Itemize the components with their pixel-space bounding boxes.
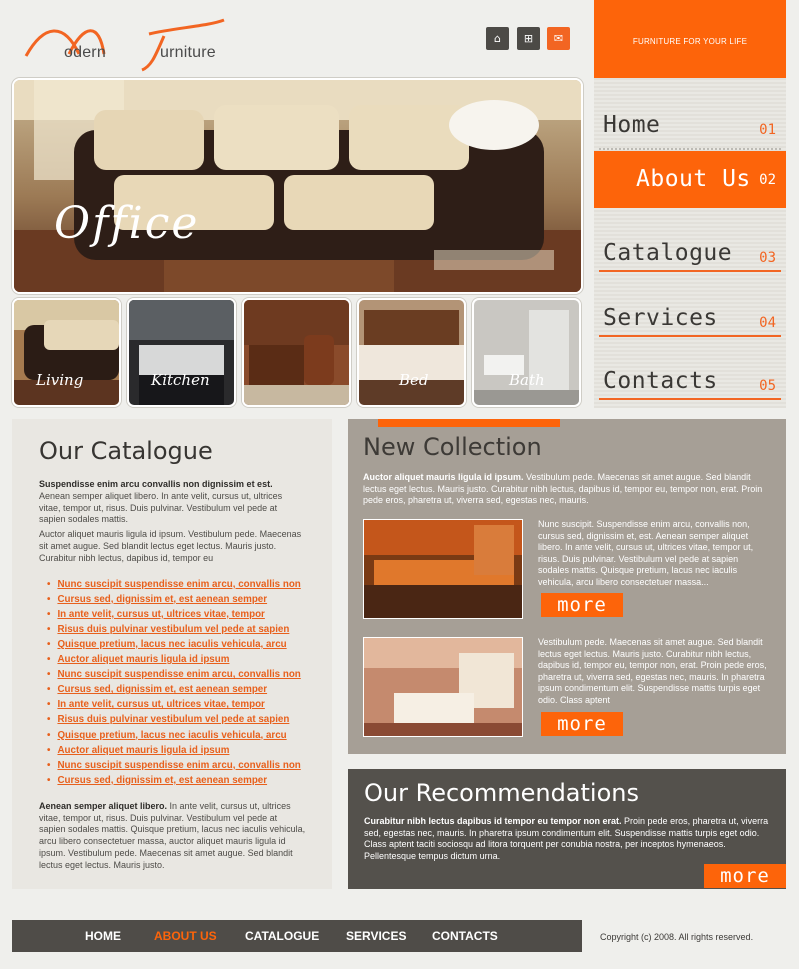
section-title: Our Recommendations bbox=[364, 779, 639, 807]
list-item[interactable]: • Risus duis pulvinar vestibulum vel pede at sapien bbox=[47, 622, 306, 637]
tagline: FURNITURE FOR YOUR LIFE bbox=[594, 0, 786, 78]
nav-label: Contacts bbox=[603, 368, 718, 394]
thumb-bed[interactable] bbox=[357, 298, 466, 407]
nav-item-catalogue[interactable] bbox=[594, 218, 786, 278]
copyright: Copyright (c) 2008. All rights reserved. bbox=[600, 932, 754, 942]
catalogue-paragraph bbox=[39, 479, 306, 526]
recommendations-body: Proin pede eros, pharetra ut, viverra sed, egestas nec, mauris. In pharetra ipsum condimentum elit. Suspendisse mattis turpis eget odio. Class aptent taciti sociosqu ad litora torquent per conubia nostra, per inceptos hymenaeos. Pellentesque tempus dictum urna. bbox=[364, 816, 769, 861]
footer-link-contacts[interactable]: CONTACTS bbox=[432, 929, 498, 943]
list-item[interactable]: • Quisque pretium, lacus nec iaculis vehicula, arcu bbox=[47, 728, 306, 743]
footer-link-home[interactable]: HOME bbox=[85, 929, 121, 943]
thumb-label: Bed bbox=[399, 371, 429, 389]
more-button[interactable]: more bbox=[541, 712, 623, 736]
thumb-image bbox=[129, 300, 234, 405]
thumb-office[interactable] bbox=[242, 298, 351, 407]
nav-item-services[interactable] bbox=[594, 283, 786, 343]
hero-label: Office bbox=[54, 198, 200, 249]
nav-number: 04 bbox=[759, 315, 776, 331]
catalogue-text: Aenean semper aliquet libero. In ante velit, cursus ut, ultrices vitae, tempor ut, risus. Duis pulvinar. Vestibulum vel pede at sapien sodales mattis. bbox=[39, 490, 283, 525]
thumb-image bbox=[359, 300, 464, 405]
section-title: New Collection bbox=[363, 433, 542, 461]
thumb-label: Bath bbox=[509, 371, 545, 389]
section-title: Our Catalogue bbox=[39, 437, 213, 465]
nav-divider bbox=[599, 270, 781, 272]
list-item[interactable]: • Nunc suscipit suspendisse enim arcu, convallis non bbox=[47, 758, 306, 773]
nav-divider bbox=[599, 398, 781, 400]
nav-label: About Us bbox=[636, 166, 751, 192]
nav-divider bbox=[599, 335, 781, 337]
list-item[interactable]: • Auctor aliquet mauris ligula id ipsum bbox=[47, 743, 306, 758]
catalogue-section bbox=[12, 419, 332, 889]
main-nav bbox=[594, 78, 786, 408]
list-item[interactable]: • Auctor aliquet mauris ligula id ipsum bbox=[47, 652, 306, 667]
collection-intro bbox=[363, 472, 771, 507]
new-collection-section bbox=[348, 419, 786, 754]
list-item[interactable]: • Cursus sed, dignissim et, est aenean semper bbox=[47, 682, 306, 697]
site-logo[interactable] bbox=[24, 14, 244, 74]
list-item[interactable]: • In ante velit, cursus ut, ultrices vitae, tempor bbox=[47, 607, 306, 622]
catalogue-lead: Suspendisse enim arcu convallis non dignissim et est. bbox=[39, 479, 273, 489]
collection-text: Vestibulum pede. Maecenas sit amet augue. Sed blandit lectus eget lectus. Mauris justo. Curabitur nibh lectus, dapibus id, tempor eu, tempor non, erat. Proin pede eros, pharetra ut, viverra sed, egestas nec, mauris. bbox=[363, 472, 763, 505]
thumb-bath[interactable] bbox=[472, 298, 581, 407]
catalogue-lead: Aenean semper aliquet libero. bbox=[39, 800, 168, 811]
home-icon[interactable]: ⌂ bbox=[486, 27, 509, 50]
list-item[interactable]: • Nunc suscipit suspendisse enim arcu, convallis non bbox=[47, 577, 306, 592]
nav-number: 05 bbox=[759, 378, 776, 394]
footer-link-catalogue[interactable]: CATALOGUE bbox=[245, 929, 320, 943]
footer-link-about[interactable]: ABOUT US bbox=[154, 929, 217, 943]
more-button[interactable]: more bbox=[704, 864, 786, 888]
list-item[interactable]: • Cursus sed, dignissim et, est aenean semper bbox=[47, 592, 306, 607]
thumb-image bbox=[474, 300, 579, 405]
thumb-image bbox=[244, 300, 349, 405]
logo-text-2: urniture bbox=[160, 44, 216, 61]
thumb-label: Kitchen bbox=[151, 371, 210, 389]
mail-icon[interactable]: ✉ bbox=[547, 27, 570, 50]
footer-link-services[interactable]: SERVICES bbox=[346, 929, 407, 943]
catalogue-paragraph bbox=[39, 801, 306, 872]
collection-tab-accent bbox=[378, 419, 560, 427]
nav-number: 03 bbox=[759, 250, 776, 266]
list-item[interactable]: • Quisque pretium, lacus nec iaculis vehicula, arcu bbox=[47, 637, 306, 652]
catalogue-paragraph: Auctor aliquet mauris ligula id ipsum. Vestibulum pede. Maecenas sit amet augue. Sed blandit lectus eget lectus. Mauris justo. Curabitur nibh lectus, dapibus id, tempor eu bbox=[39, 529, 302, 563]
list-item[interactable]: • Cursus sed, dignissim et, est aenean semper bbox=[47, 773, 306, 788]
collection-lead: Auctor aliquet mauris ligula id ipsum. bbox=[363, 472, 524, 482]
list-item[interactable]: • Nunc suscipit suspendisse enim arcu, convallis non bbox=[47, 667, 306, 682]
nav-label: Catalogue bbox=[603, 240, 733, 266]
nav-number: 02 bbox=[759, 172, 776, 188]
nav-item-about[interactable] bbox=[594, 151, 786, 208]
more-button[interactable]: more bbox=[541, 593, 623, 617]
hero-banner[interactable] bbox=[12, 78, 583, 294]
collection-item-text: Nunc suscipit. Suspendisse enim arcu, convallis non, cursus sed, dignissim et, est. Aenean semper aliquet libero. In ante velit, cursus ut, ultrices vitae, tempor ut, risus. Duis pulvinar. Vestibulum vel pede at sapien sodales mattis. Quisque pretium, lacus nec iaculis vehicula, arcu libero consectetuer massa... bbox=[538, 519, 754, 587]
sitemap-icon[interactable]: ⊞ bbox=[517, 27, 540, 50]
nav-number: 01 bbox=[759, 122, 776, 138]
thumb-living[interactable] bbox=[12, 298, 121, 407]
hero-image bbox=[14, 80, 581, 292]
logo-text: odern bbox=[64, 44, 106, 61]
list-item[interactable]: • Risus duis pulvinar vestibulum vel pede at sapien bbox=[47, 712, 306, 727]
thumb-label: Living bbox=[36, 371, 84, 389]
nav-label: Services bbox=[603, 305, 718, 331]
nav-item-contacts[interactable] bbox=[594, 346, 786, 406]
thumb-kitchen[interactable] bbox=[127, 298, 236, 407]
recommendations-text bbox=[364, 816, 774, 862]
nav-label: Home bbox=[603, 112, 661, 138]
recommendations-section bbox=[348, 769, 786, 889]
list-item[interactable]: • In ante velit, cursus ut, ultrices vitae, tempor bbox=[47, 697, 306, 712]
nav-item-home[interactable] bbox=[594, 90, 786, 150]
collection-image[interactable] bbox=[363, 637, 523, 737]
recommendations-lead: Curabitur nibh lectus dapibus id tempor eu tempor non erat. bbox=[364, 816, 622, 826]
thumb-image bbox=[14, 300, 119, 405]
catalogue-text: In ante velit, cursus ut, ultrices vitae, tempor ut, risus. Duis pulvinar. Vestibulum vel pede at sapien sodales mattis. Quisque pretium, lacus nec iaculis vehicula, arcu libero consectetuer massa, auctor aliquet mauris ligula id ipsum. Vestibulum pede. Maecenas sit amet augue. Sed blandit lectus eget lectus. Mauris justo. bbox=[39, 800, 306, 870]
footer-nav bbox=[12, 920, 582, 952]
collection-image[interactable] bbox=[363, 519, 523, 619]
nav-divider bbox=[599, 148, 781, 150]
catalogue-link-list bbox=[39, 577, 306, 788]
collection-item-text: Vestibulum pede. Maecenas sit amet augue. Sed blandit lectus eget lectus. Mauris justo. Curabitur nibh lectus, dapibus id, tempor eu, tempor non, erat. Proin pede eros, pharetra ut, viverra sed, egestas nec, mauris. In pharetra ipsum condimentum elit. Suspendisse mattis turpis eget odio. Class aptent bbox=[538, 637, 767, 705]
